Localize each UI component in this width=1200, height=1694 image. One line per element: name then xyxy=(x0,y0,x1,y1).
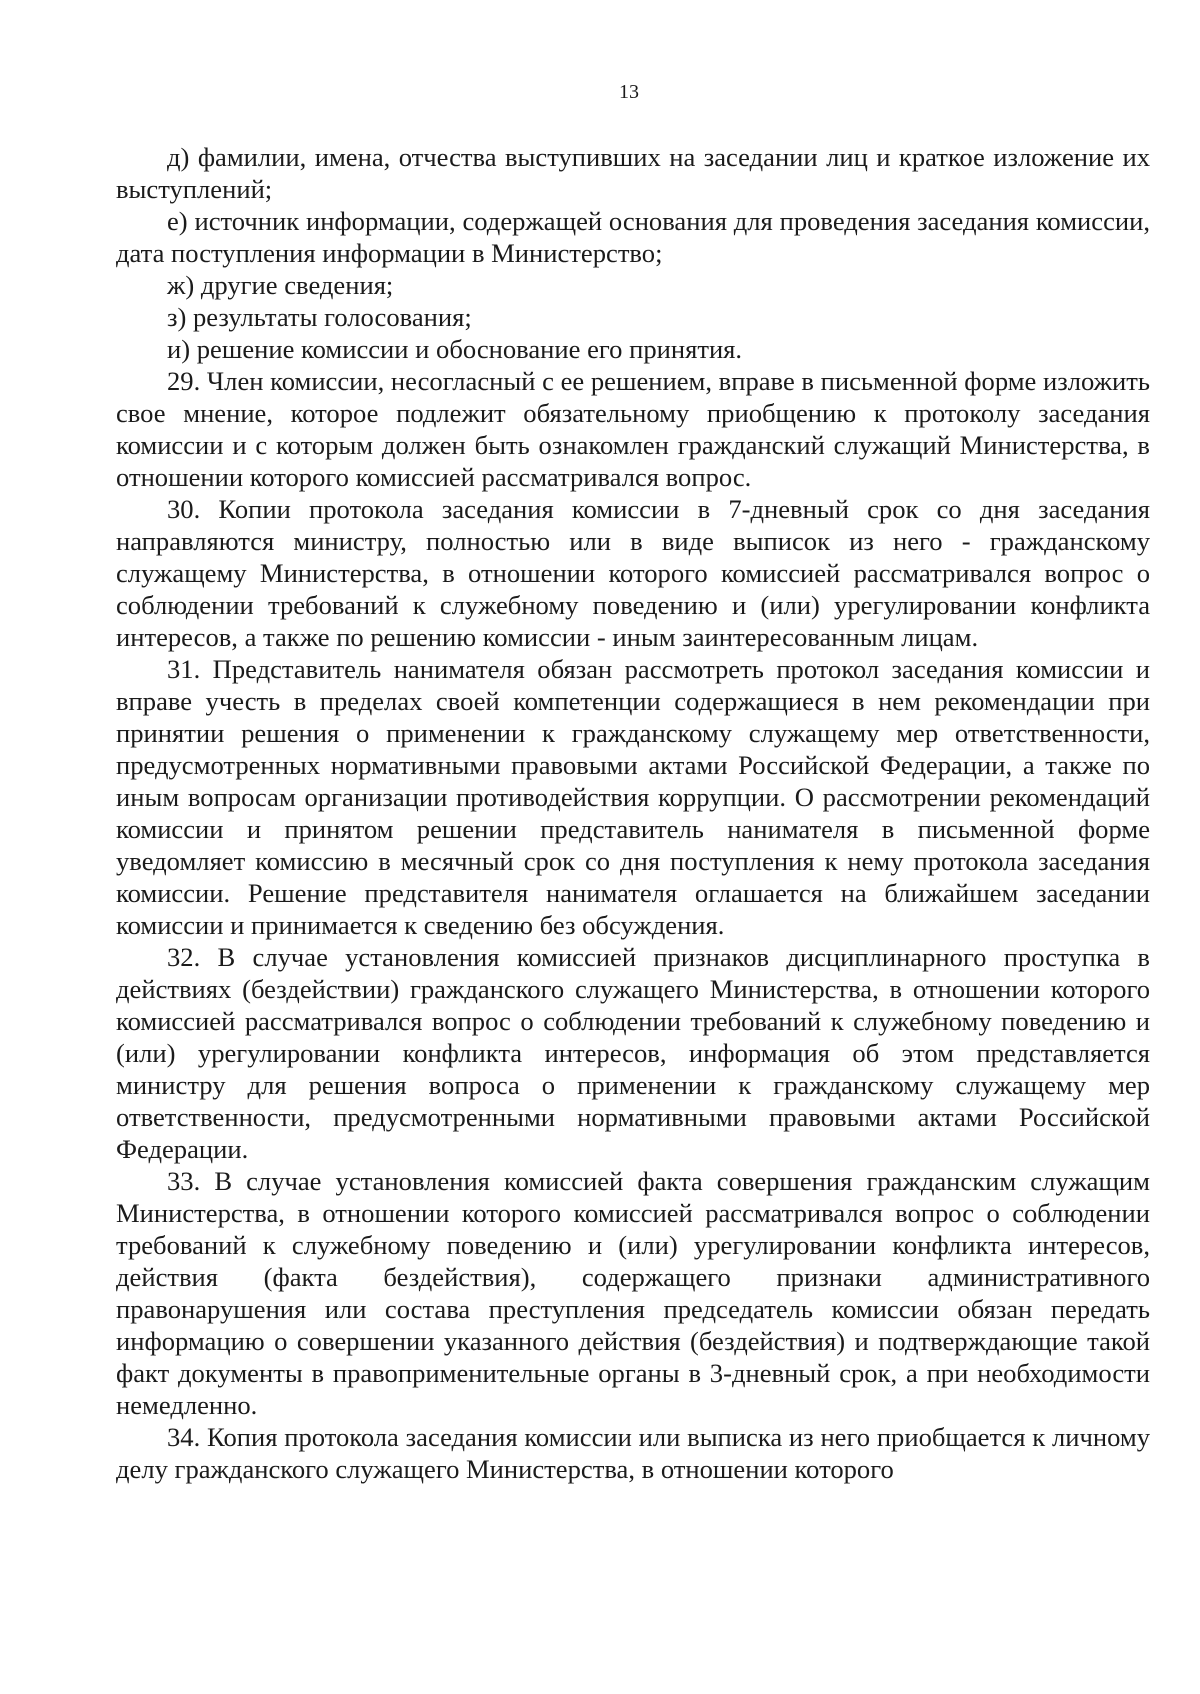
clause-32: 32. В случае установления комиссией признаков дисциплинарного проступка в действиях (бездействии) гражданского служащего Министерства, в отношении которого комиссией рассматривался вопрос о соблюдении требований к служебному поведению и (или) урегулировании конфликта интересов, информация об этом представляется министру для решения вопроса о применении к гражданскому служащему мер ответственности, предусмотренными нормативными правовыми актами Российской Федерации. xyxy=(116,942,1150,1164)
list-item-i: и) решение комиссии и обоснование его принятия. xyxy=(167,334,743,364)
list-item-d: д) фамилии, имена, отчества выступивших на заседании лиц и краткое изложение их выступлений; xyxy=(116,142,1150,204)
list-item-zh: ж) другие сведения; xyxy=(167,270,394,300)
page-number: 13 xyxy=(619,81,639,103)
document-body xyxy=(116,141,1150,1485)
clause-34: 34. Копия протокола заседания комиссии или выписка из него приобщается к личному делу гражданского служащего Министерства, в отношении которого xyxy=(116,1422,1150,1484)
clause-30: 30. Копии протокола заседания комиссии в 7-дневный срок со дня заседания направляются министру, полностью или в виде выписок из него - гражданскому служащему Министерства, в отношении которого комиссией рассматривался вопрос о соблюдении требований к служебному поведению и (или) урегулировании конфликта интересов, а также по решению комиссии - иным заинтересованным лицам. xyxy=(116,494,1150,652)
list-item-e: е) источник информации, содержащей основания для проведения заседания комиссии, дата поступления информации в Министерство; xyxy=(116,206,1150,268)
clause-33: 33. В случае установления комиссией факта совершения гражданским служащим Министерства, в отношении которого комиссией рассматривался вопрос о соблюдении требований к служебному поведению и (или) урегулировании конфликта интересов, действия (факта бездействия), содержащего признаки административного правонарушения или состава преступления председатель комиссии обязан передать информацию о совершении указанного действия (бездействия) и подтверждающие такой факт документы в правоприменительные органы в 3-дневный срок, а при необходимости немедленно. xyxy=(116,1166,1150,1420)
clause-29: 29. Член комиссии, несогласный с ее решением, вправе в письменной форме изложить свое мнение, которое подлежит обязательному приобщению к протоколу заседания комиссии и с которым должен быть ознакомлен гражданский служащий Министерства, в отношении которого комиссией рассматривался вопрос. xyxy=(116,366,1150,492)
clause-31: 31. Представитель нанимателя обязан рассмотреть протокол заседания комиссии и вправе учесть в пределах своей компетенции содержащиеся в нем рекомендации при принятии решения о применении к гражданскому служащему мер ответственности, предусмотренных нормативными правовыми актами Российской Федерации, а также по иным вопросам организации противодействия коррупции. О рассмотрении рекомендаций комиссии и принятом решении представитель нанимателя в письменной форме уведомляет комиссию в месячный срок со дня поступления к нему протокола заседания комиссии. Решение представителя нанимателя оглашается на ближайшем заседании комиссии и принимается к сведению без обсуждения. xyxy=(116,654,1150,940)
list-item-z: з) результаты голосования; xyxy=(167,302,472,332)
